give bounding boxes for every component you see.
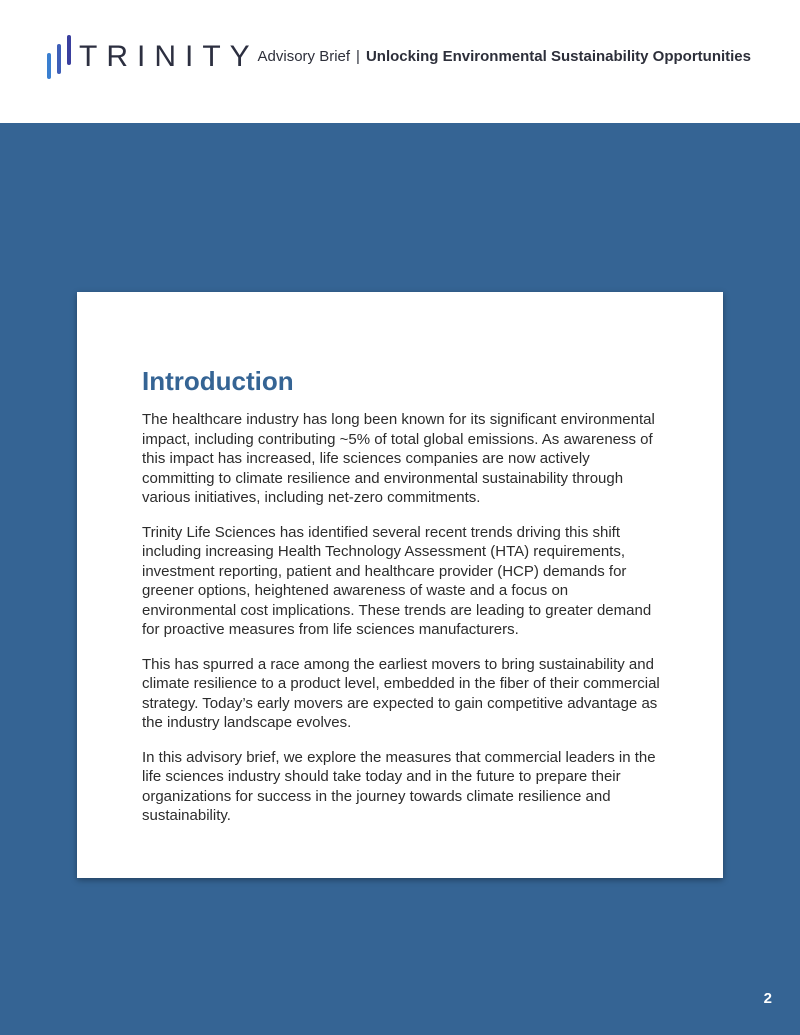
section-body (142, 410, 662, 841)
page-number: 2 (763, 990, 772, 1007)
brief-title: Unlocking Environmental Sustainability Opportunities (365, 48, 751, 65)
paragraph: Trinity Life Sciences has identified several recent trends driving this shift including increasing Health Technology Assessment (HTA) requirements, investment reporting, patient and healthcare provider (HCP) demands for greener options, heightened awareness of waste and a focus on environmental cost implications. These trends are leading to greater demand for proactive measures from life sciences manufacturers. (142, 523, 652, 638)
section-title: Introduction (142, 366, 294, 396)
trinity-logo (45, 33, 259, 81)
brief-label: Advisory Brief (257, 48, 351, 65)
header-brief-title (258, 48, 751, 65)
header-separator: | (356, 48, 360, 65)
paragraph: The healthcare industry has long been known for its significant environmental impact, including contributing ~5% of total global emissions. As awareness of this impact has increased, life sciences companies are now actively committing to climate resilience and environmental sustainability through various initiatives, including net-zero commitments. (142, 411, 655, 506)
trinity-logo-bars-icon (45, 33, 73, 81)
paragraph: In this advisory brief, we explore the measures that commercial leaders in the life sciences industry should take today and in the future to prepare their organizations for success in the journey towards climate resilience and sustainability. (142, 748, 656, 824)
logo-wordmark: TRINITY (79, 40, 259, 73)
intro-card (77, 292, 723, 878)
paragraph: This has spurred a race among the earliest movers to bring sustainability and climate resilience to a product level, embedded in the fiber of their commercial strategy. Today’s early movers are expected to gain competitive advantage as the industry landscape evolves. (142, 655, 660, 731)
page-header (0, 0, 800, 123)
